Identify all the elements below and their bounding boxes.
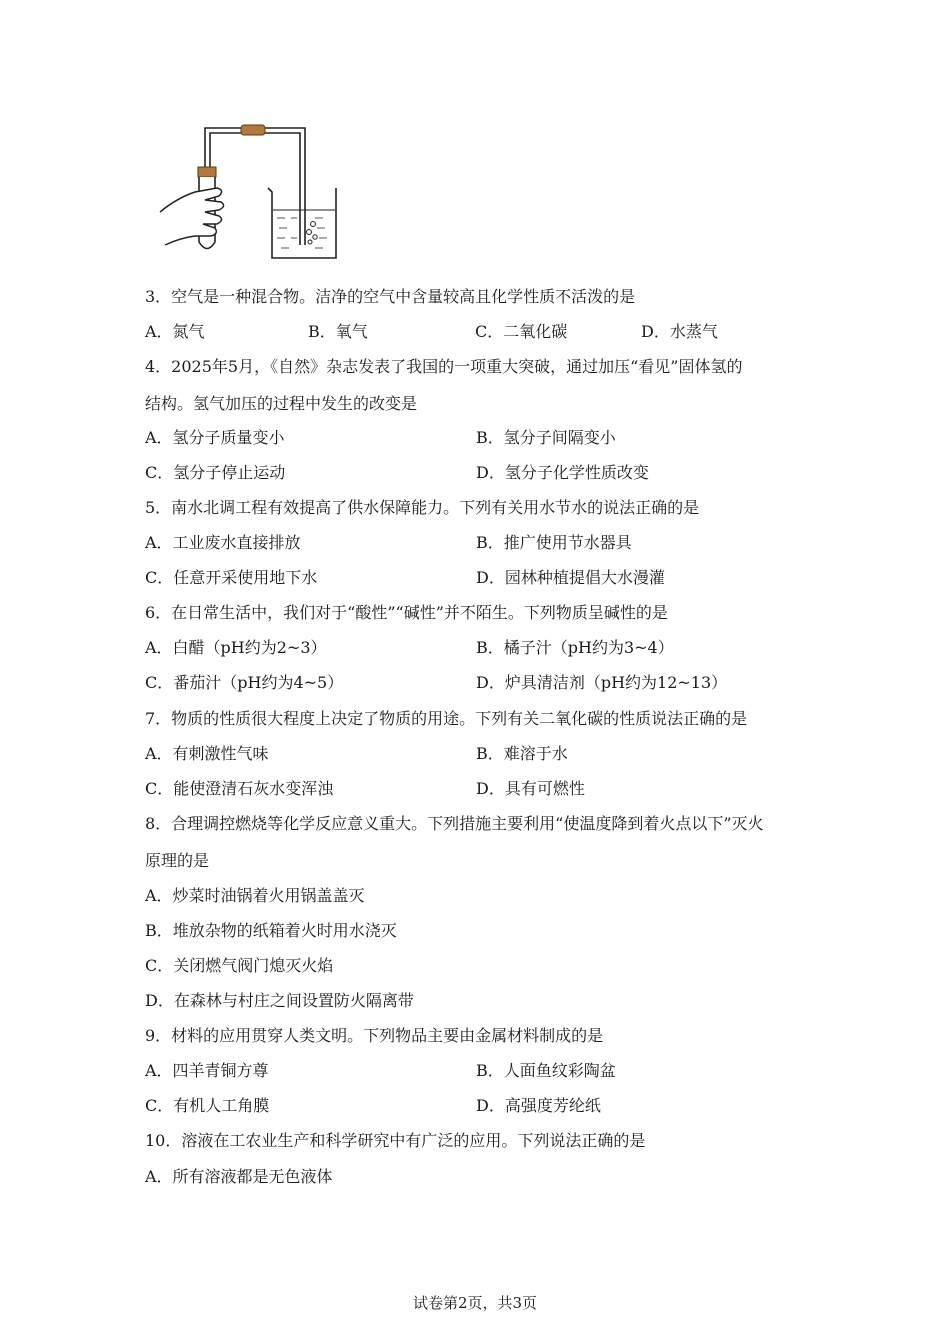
page-footer: 试卷第2页，共3页 — [412, 1294, 538, 1312]
question-9-stem: 9．材料的应用贯穿人类文明。下列物品主要由金属材料制成的是 — [145, 1026, 604, 1045]
question-9-option-a: A．四羊青铜方尊 — [145, 1061, 269, 1080]
question-8-option-a: A．炒菜时油锅着火用锅盖盖灭 — [145, 886, 365, 905]
question-3-option-a: A．氮气 — [145, 322, 205, 341]
question-8-option-c: C．关闭燃气阀门熄灭火焰 — [145, 956, 334, 975]
question-8-option-d: D．在森林与村庄之间设置防火隔离带 — [145, 991, 414, 1010]
question-5-stem: 5．南水北调工程有效提高了供水保障能力。下列有关用水节水的说法正确的是 — [145, 498, 700, 517]
question-6-option-d: D．炉具清洁剂（pH约为12~13） — [476, 673, 728, 692]
question-4-option-d: D．氢分子化学性质改变 — [476, 463, 649, 482]
question-7-option-d: D．具有可燃性 — [476, 779, 585, 798]
question-5-option-b: B．推广使用节水器具 — [476, 533, 632, 552]
question-4-option-c: C．氢分子停止运动 — [145, 463, 286, 482]
question-6-option-a: A．白醋（pH约为2~3） — [145, 638, 327, 657]
question-7-option-b: B．难溶于水 — [476, 744, 568, 763]
question-9-option-d: D．高强度芳纶纸 — [476, 1096, 601, 1115]
question-9-option-b: B．人面鱼纹彩陶盆 — [476, 1061, 616, 1080]
question-6-stem: 6．在日常生活中，我们对于“酸性”“碱性”并不陌生。下列物质呈碱性的是 — [145, 603, 668, 622]
question-3-option-c: C．二氧化碳 — [475, 322, 568, 341]
question-8-stem-line2: 原理的是 — [145, 851, 210, 870]
apparatus-figure — [155, 120, 345, 265]
question-4-option-b: B．氢分子间隔变小 — [476, 428, 616, 447]
question-6-option-c: C．番茄汁（pH约为4~5） — [145, 673, 344, 692]
question-5-option-c: C．任意开采使用地下水 — [145, 568, 318, 587]
question-6-option-b: B．橘子汁（pH约为3~4） — [476, 638, 674, 657]
question-10-option-a: A．所有溶液都是无色液体 — [145, 1167, 333, 1186]
question-5-option-a: A．工业废水直接排放 — [145, 533, 301, 552]
question-7-option-a: A．有刺激性气味 — [145, 744, 269, 763]
question-7-stem: 7．物质的性质很大程度上决定了物质的用途。下列有关二氧化碳的性质说法正确的是 — [145, 709, 748, 728]
question-8-stem-line1: 8．合理调控燃烧等化学反应意义重大。下列措施主要利用“使温度降到着火点以下”灭火 — [145, 814, 764, 833]
question-5-option-d: D．园林种植提倡大水漫灌 — [476, 568, 665, 587]
question-3-option-d: D．水蒸气 — [641, 322, 718, 341]
question-8-option-b: B．堆放杂物的纸箱着火时用水浇灭 — [145, 921, 397, 940]
question-7-option-c: C．能使澄清石灰水变浑浊 — [145, 779, 334, 798]
question-3-option-b: B．氧气 — [308, 322, 368, 341]
question-4-option-a: A．氢分子质量变小 — [145, 428, 285, 447]
question-4-stem-line1: 4．2025年5月，《自然》杂志发表了我国的一项重大突破，通过加压“看见”固体氢的 — [145, 357, 743, 376]
question-3-stem: 3．空气是一种混合物。洁净的空气中含量较高且化学性质不活泼的是 — [145, 287, 636, 306]
question-9-option-c: C．有机人工角膜 — [145, 1096, 270, 1115]
question-4-stem-line2: 结构。氢气加压的过程中发生的改变是 — [145, 394, 418, 413]
question-10-stem: 10．溶液在工农业生产和科学研究中有广泛的应用。下列说法正确的是 — [145, 1131, 646, 1150]
